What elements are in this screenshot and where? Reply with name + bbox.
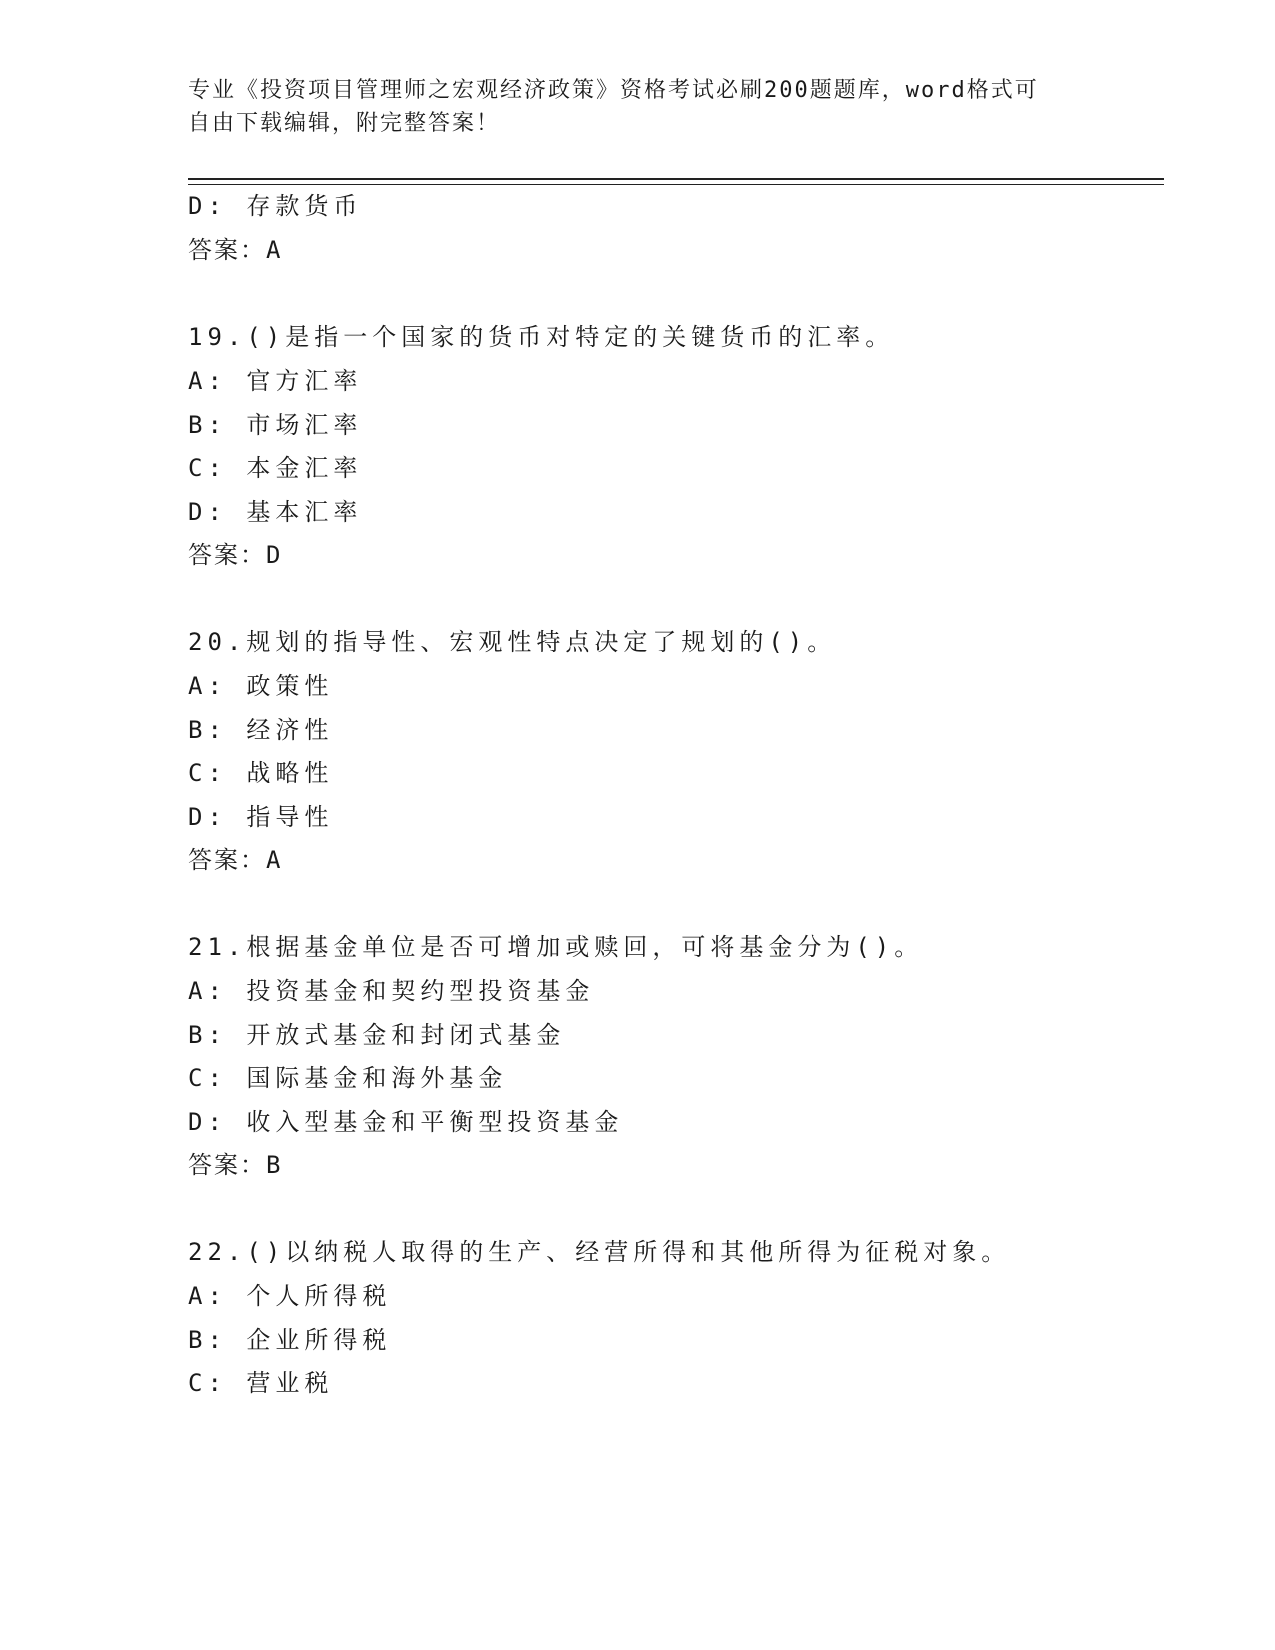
q22-option-c: C: 营业税	[188, 1369, 334, 1397]
q21-stem: 21.根据基金单位是否可增加或赎回，可将基金分为()。	[188, 933, 924, 961]
q19-option-d: D: 基本汇率	[188, 498, 363, 526]
q20-stem: 20.规划的指导性、宏观性特点决定了规划的()。	[188, 628, 837, 656]
prev-option-d: D: 存款货币	[188, 192, 363, 220]
q22-stem: 22.()以纳税人取得的生产、经营所得和其他所得为征税对象。	[188, 1238, 1011, 1266]
q21-option-c: C: 国际基金和海外基金	[188, 1064, 508, 1092]
q22-option-b: B: 企业所得税	[188, 1326, 392, 1354]
q19-answer: 答案：D	[188, 541, 283, 569]
q21-option-d: D: 收入型基金和平衡型投资基金	[188, 1108, 624, 1136]
q20-answer: 答案：A	[188, 846, 283, 874]
header-line-2: 自由下载编辑，附完整答案！	[188, 111, 501, 136]
header-line-1: 专业《投资项目管理师之宏观经济政策》资格考试必刷200题题库，word格式可	[188, 78, 1039, 103]
q21-option-b: B: 开放式基金和封闭式基金	[188, 1021, 566, 1049]
q21-option-a: A: 投资基金和契约型投资基金	[188, 977, 595, 1005]
q22-option-a: A: 个人所得税	[188, 1282, 392, 1310]
q21-answer: 答案：B	[188, 1151, 283, 1179]
q19-option-a: A: 官方汇率	[188, 367, 363, 395]
q20-option-c: C: 战略性	[188, 759, 334, 787]
header-rule-thick	[188, 178, 1164, 180]
document-header	[188, 74, 1068, 140]
prev-answer: 答案：A	[188, 236, 283, 264]
q20-option-d: D: 指导性	[188, 803, 334, 831]
q19-option-b: B: 市场汇率	[188, 411, 363, 439]
q20-option-b: B: 经济性	[188, 716, 334, 744]
header-rule-thin	[188, 184, 1164, 185]
q19-option-c: C: 本金汇率	[188, 454, 363, 482]
q20-option-a: A: 政策性	[188, 672, 334, 700]
q19-stem: 19.()是指一个国家的货币对特定的关键货币的汇率。	[188, 323, 895, 351]
